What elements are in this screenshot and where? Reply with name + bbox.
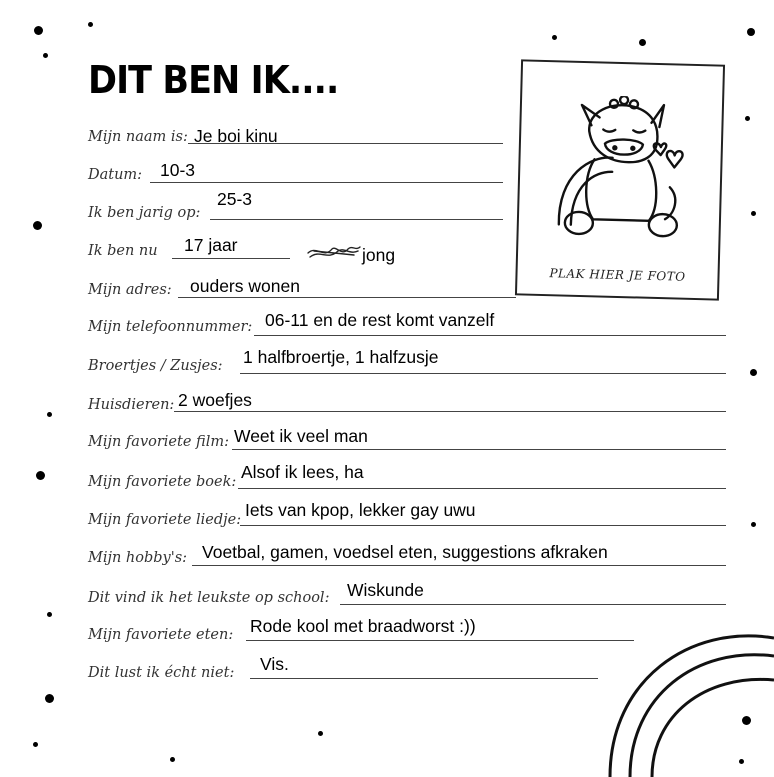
- underline: [240, 373, 726, 374]
- underline: [232, 449, 726, 450]
- label-naam: Mijn naam is:: [88, 129, 188, 145]
- label-datum: Datum:: [88, 167, 143, 183]
- decor-dot: [45, 694, 54, 703]
- field-naam: [0, 126, 774, 166]
- field-broertjes: [0, 349, 774, 389]
- value-adres[interactable]: ouders wonen: [190, 276, 300, 296]
- label-telefoon: Mijn telefoonnummer:: [88, 319, 253, 335]
- value-jarig[interactable]: 25-3: [217, 189, 253, 209]
- value-film[interactable]: Weet ik veel man: [234, 426, 368, 446]
- decor-dot: [552, 35, 557, 40]
- decor-dot: [33, 742, 38, 747]
- field-leeftijd: [0, 236, 774, 276]
- label-boek: Mijn favoriete boek:: [88, 474, 237, 490]
- label-adres: Mijn adres:: [88, 282, 172, 298]
- value-leeftijd-suffix: jong: [362, 245, 396, 265]
- underline: [254, 335, 726, 336]
- field-film: [0, 428, 774, 468]
- field-jarig: [0, 189, 774, 240]
- label-liedje: Mijn favoriete liedje:: [88, 512, 242, 528]
- underline: [340, 604, 726, 605]
- underline: [238, 488, 726, 489]
- photo-caption: PLAK HIER JE FOTO: [549, 266, 686, 284]
- value-liedje[interactable]: Iets van kpop, lekker gay uwu: [245, 500, 476, 520]
- field-school: [0, 580, 774, 620]
- decor-dot: [747, 28, 755, 36]
- value-lust-niet[interactable]: Vis.: [260, 654, 289, 674]
- label-hobbys: Mijn hobby's:: [88, 550, 188, 566]
- underline: [240, 525, 726, 526]
- underline: [150, 182, 503, 183]
- value-naam[interactable]: Je boi kinu: [194, 126, 278, 146]
- underline: [172, 258, 290, 259]
- value-broertjes[interactable]: 1 halfbroertje, 1 halfzusje: [243, 347, 439, 367]
- underline: [174, 411, 726, 412]
- label-eten: Mijn favoriete eten:: [88, 627, 234, 643]
- value-datum[interactable]: 10-3: [160, 160, 196, 180]
- value-school[interactable]: Wiskunde: [347, 580, 424, 600]
- underline: [246, 640, 634, 641]
- label-lust-niet: Dit lust ik écht niet:: [88, 665, 235, 681]
- underline: [188, 143, 503, 144]
- decor-dot: [318, 731, 323, 736]
- label-school: Dit vind ik het leukste op school:: [88, 590, 330, 606]
- field-datum: [0, 162, 774, 202]
- underline: [210, 219, 503, 220]
- label-jarig: Ik ben jarig op:: [88, 205, 201, 221]
- value-hobbys[interactable]: Voetbal, gamen, voedsel eten, suggestions afkraken: [202, 542, 608, 562]
- field-boek: [0, 462, 774, 505]
- underline: [250, 678, 598, 679]
- value-leeftijd[interactable]: 17 jaar: [184, 235, 238, 255]
- decor-dot: [88, 22, 93, 27]
- label-leeftijd: Ik ben nu: [88, 243, 158, 259]
- decor-dot: [639, 39, 646, 46]
- field-liedje: [0, 500, 774, 543]
- label-huisdieren: Huisdieren:: [88, 397, 175, 413]
- label-film: Mijn favoriete film:: [88, 434, 229, 450]
- decor-dot: [170, 757, 175, 762]
- value-eten[interactable]: Rode kool met braadworst :)): [250, 616, 476, 636]
- decor-dot: [34, 26, 43, 35]
- field-hobbys: [0, 542, 774, 582]
- page-title: DIT BEN IK....: [88, 58, 339, 102]
- value-huisdieren[interactable]: 2 woefjes: [178, 390, 252, 410]
- label-broertjes: Broertjes / Zusjes:: [88, 358, 223, 374]
- value-telefoon[interactable]: 06-11 en de rest komt vanzelf: [265, 310, 495, 330]
- decor-dot: [43, 53, 48, 58]
- scribble-icon: [306, 241, 362, 263]
- value-boek[interactable]: Alsof ik lees, ha: [241, 462, 364, 482]
- field-telefoon: [0, 312, 774, 352]
- underline: [192, 565, 726, 566]
- decor-dot: [745, 116, 750, 121]
- underline: [178, 297, 516, 298]
- rainbow-icon: [600, 620, 774, 777]
- field-huisdieren: [0, 392, 774, 432]
